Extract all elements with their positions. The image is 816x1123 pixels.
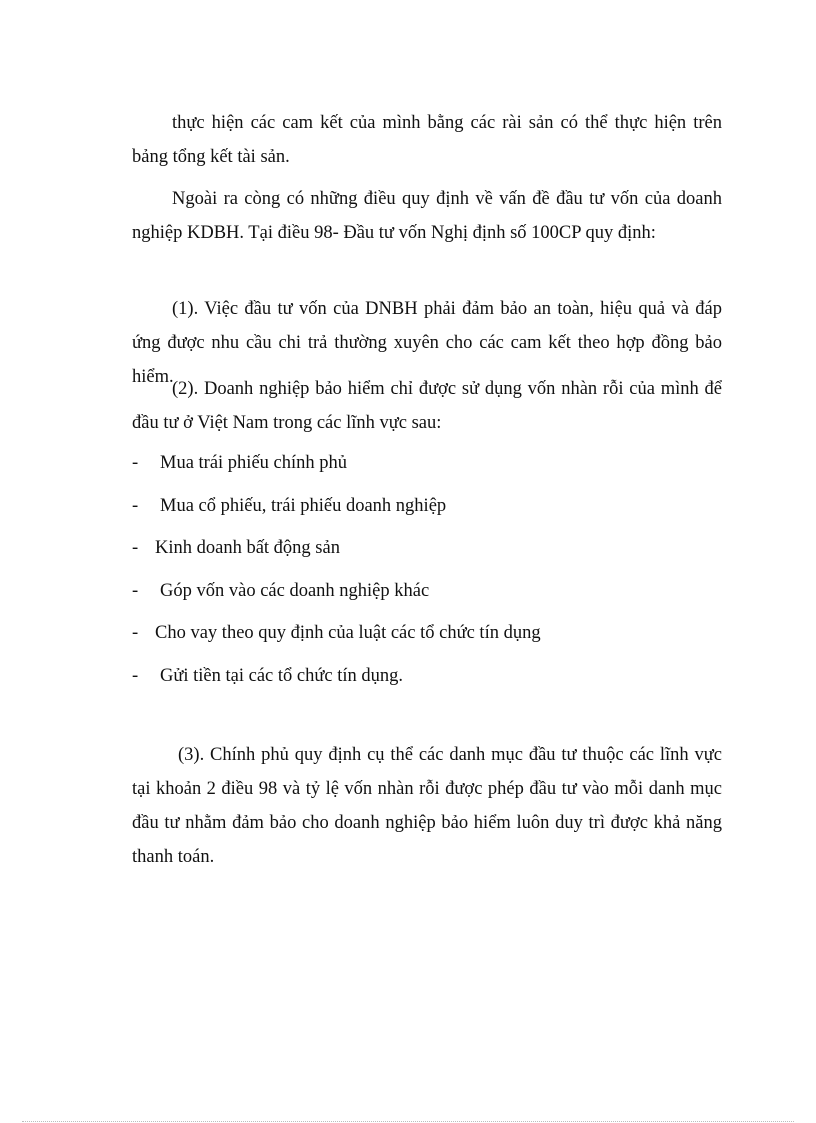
list-item-text: Kinh doanh bất động sản [155,538,340,559]
list-item [132,489,722,532]
paragraph-clause-1: (1). Việc đầu tư vốn của DNBH phải đảm bảo an toàn, hiệu quả và đáp ứng được nhu cầu chi trả thường xuyên cho các cam kết theo hợp đồng bảo hiểm. [132,299,722,387]
list-item [132,659,722,702]
list-item [132,616,722,659]
list-item-text: Cho vay theo quy định của luật các tổ chức tín dụng [155,623,541,644]
investment-fields-list [132,446,722,702]
list-dash: - [132,623,139,644]
page-bottom-border [22,1121,794,1122]
paragraph-investment-regulations: Ngoài ra còng có những điều quy định về vấn đề đầu tư vốn của doanh nghiệp KDBH. Tại điều 98- Đầu tư vốn Nghị định số 100CP quy định: [132,189,722,243]
list-item-text: Góp vốn vào các doanh nghiệp khác [160,580,430,601]
list-dash: - [132,453,139,473]
list-dash: - [132,665,139,686]
list-item-text: Gửi tiền tại các tổ chức tín dụng. [160,665,404,686]
list-item [132,574,722,617]
paragraph-clause-2: (2). Doanh nghiệp bảo hiểm chỉ được sử dụng vốn nhàn rỗi của mình để đầu tư ở Việt Nam trong các lĩnh vực sau: [132,379,722,433]
list-item [132,531,722,574]
list-item [132,446,722,489]
list-item-text: Mua cổ phiếu, trái phiếu doanh nghiệp [160,495,447,516]
list-dash: - [132,580,139,601]
paragraph-asset-commitments: thực hiện các cam kết của mình bằng các rài sản có thể thực hiện trên bảng tổng kết tài sản. [132,113,722,167]
list-dash: - [132,495,139,516]
list-dash: - [132,538,139,559]
list-item-text: Mua trái phiếu chính phủ [160,453,348,473]
paragraph-clause-3: (3). Chính phủ quy định cụ thể các danh mục đầu tư thuộc các lĩnh vực tại khoản 2 điều 98 và tỷ lệ vốn nhàn rỗi được phép đầu tư vào mỗi danh mục đầu tư nhằm đảm bảo cho doanh nghiệp bảo hiểm luôn duy trì được khả năng thanh toán. [132,745,722,867]
